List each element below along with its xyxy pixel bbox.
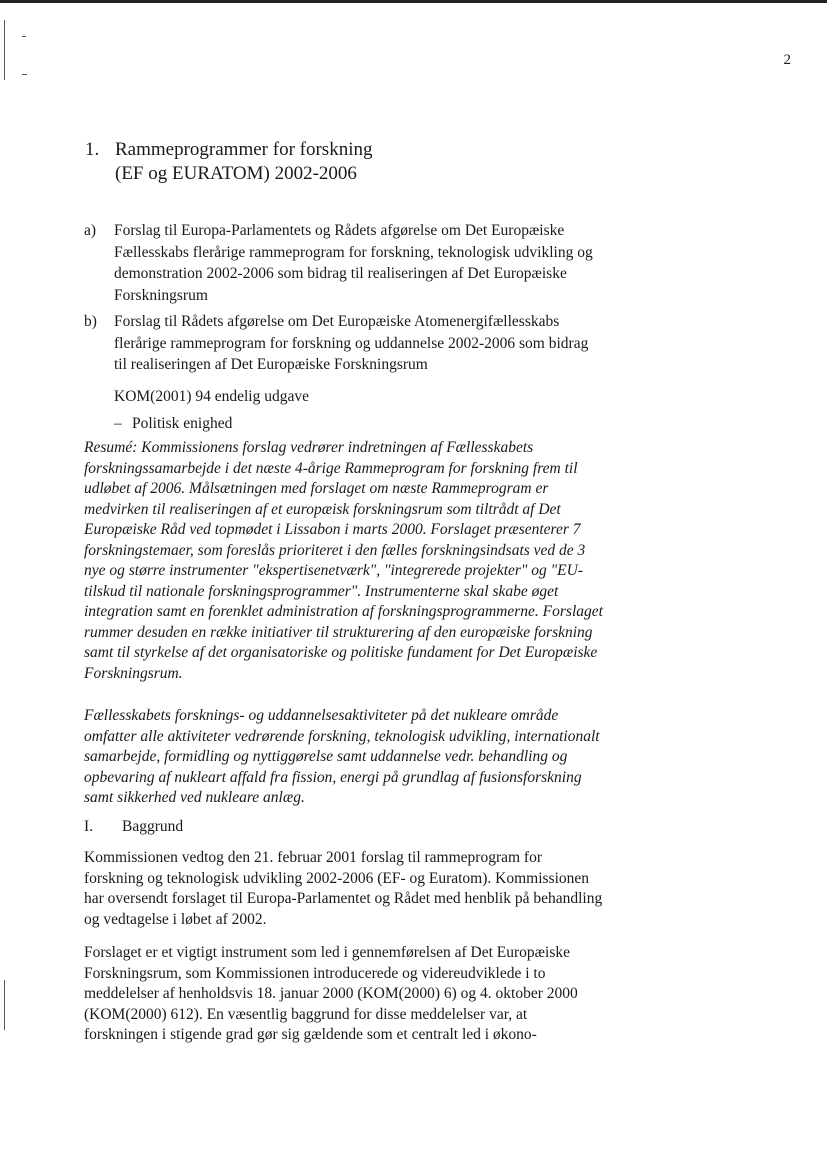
heading-line: (EF og EURATOM) 2002-2006: [115, 163, 357, 184]
body-paragraph: Forslaget er et vigtigt instrument som led i gennemførelsen af Det Europæiske Forskningsrum, som Kommissionen introducerede og videreudviklede i to meddelelser af henholdsvis 18. januar 2000 (KOM(2000) 6) og 4. oktober 2000 (KOM(2000) 612). En væsentlig baggrund for disse meddelelser var, at forskningen i stigende grad gør sig gældende som et centralt led i økono-: [84, 944, 578, 1043]
status-text: Politisk enighed: [132, 415, 233, 432]
scan-mark: [4, 20, 5, 80]
section-heading: [85, 138, 372, 186]
body-paragraph: Kommissionen vedtog den 21. februar 2001 forslag til rammeprogram for forskning og teknologisk udvikling 2002-2006 (EF- og Euratom). Kommissionen har oversendt forslaget til Europa-Parlamentet og Rådet med henblik på behandling og vedtagelse i løbet af 2002.: [84, 849, 603, 928]
scan-mark: [22, 36, 26, 37]
list-item: [84, 220, 604, 306]
item-text: Forslag til Rådets afgørelse om Det Europæiske Atomenergifællesskabs flerårige rammeprogram for forskning og uddannelse 2002-2006 som bidrag til realiseringen af Det Europæiske Forskningsrum: [114, 313, 589, 373]
item-label: b): [84, 313, 97, 330]
heading-line: Rammeprogrammer for forskning: [115, 139, 373, 160]
heading-title: [115, 138, 372, 186]
document-reference: KOM(2001) 94 endelig udgave: [114, 387, 309, 405]
scan-mark: [4, 980, 5, 1030]
nuclear-activities-paragraph: Fællesskabets forsknings- og uddannelsesaktiviteter på det nukleare område omfatter alle aktiviteter vedrørende forskning, teknologisk udvikling, internationalt samarbejde, formidling og nyttiggørelse samt uddannelse vedr. behandling og opbevaring af nukleart affald fra fission, energi på grundlag af fusionsforskning samt sikkerhed ved nukleare anlæg.: [84, 707, 600, 806]
top-border-line: [0, 0, 827, 3]
list-item: [84, 311, 604, 376]
subsection-heading: [84, 818, 183, 836]
summary-paragraph: Resumé: Kommissionens forslag vedrører indretningen af Fællesskabets forskningssamarbejde i det næste 4-årige Rammeprogram for forskning frem til udløbet af 2006. Målsætningen med forslaget om næste Rammeprogram er medvirken til realiseringen af et europæisk forskningsrum som tiltrådt af Det Europæiske Råd ved topmødet i Lissabon i marts 2000. Forslaget præsenterer 7 forskningstemaer, som foreslås prioriteret i den fælles forskningsindsats ved de 3 nye og større instrumenter "ekspertisenetværk", "integrerede projekter" og "EU-tilskud til nationale forskningsprogrammer". Instrumenterne skal skabe øget integration samt en forenklet administration af forskningsprogrammerne. Forslaget rummer desuden en række initiativer til strukturering af den europæiske forskning samt til styrkelse af det organisatoriske og politiske fundament for Det Europæiske Forskningsrum.: [84, 439, 603, 682]
proposal-list: [84, 220, 604, 435]
subsection-number: I.: [84, 818, 94, 835]
heading-number: 1.: [85, 139, 100, 160]
subsection-title: Baggrund: [122, 818, 184, 835]
page-number: 2: [783, 52, 791, 68]
status-line: [114, 413, 604, 435]
item-label: a): [84, 222, 97, 239]
scan-mark: [22, 74, 27, 75]
item-text: Forslag til Europa-Parlamentets og Rådets afgørelse om Det Europæiske Fællesskabs flerårige rammeprogram for forskning, teknologisk udvikling og demonstration 2002-2006 som bidrag til realiseringen af Det Europæiske Forskningsrum: [114, 222, 593, 304]
dash-marker: –: [114, 415, 122, 432]
